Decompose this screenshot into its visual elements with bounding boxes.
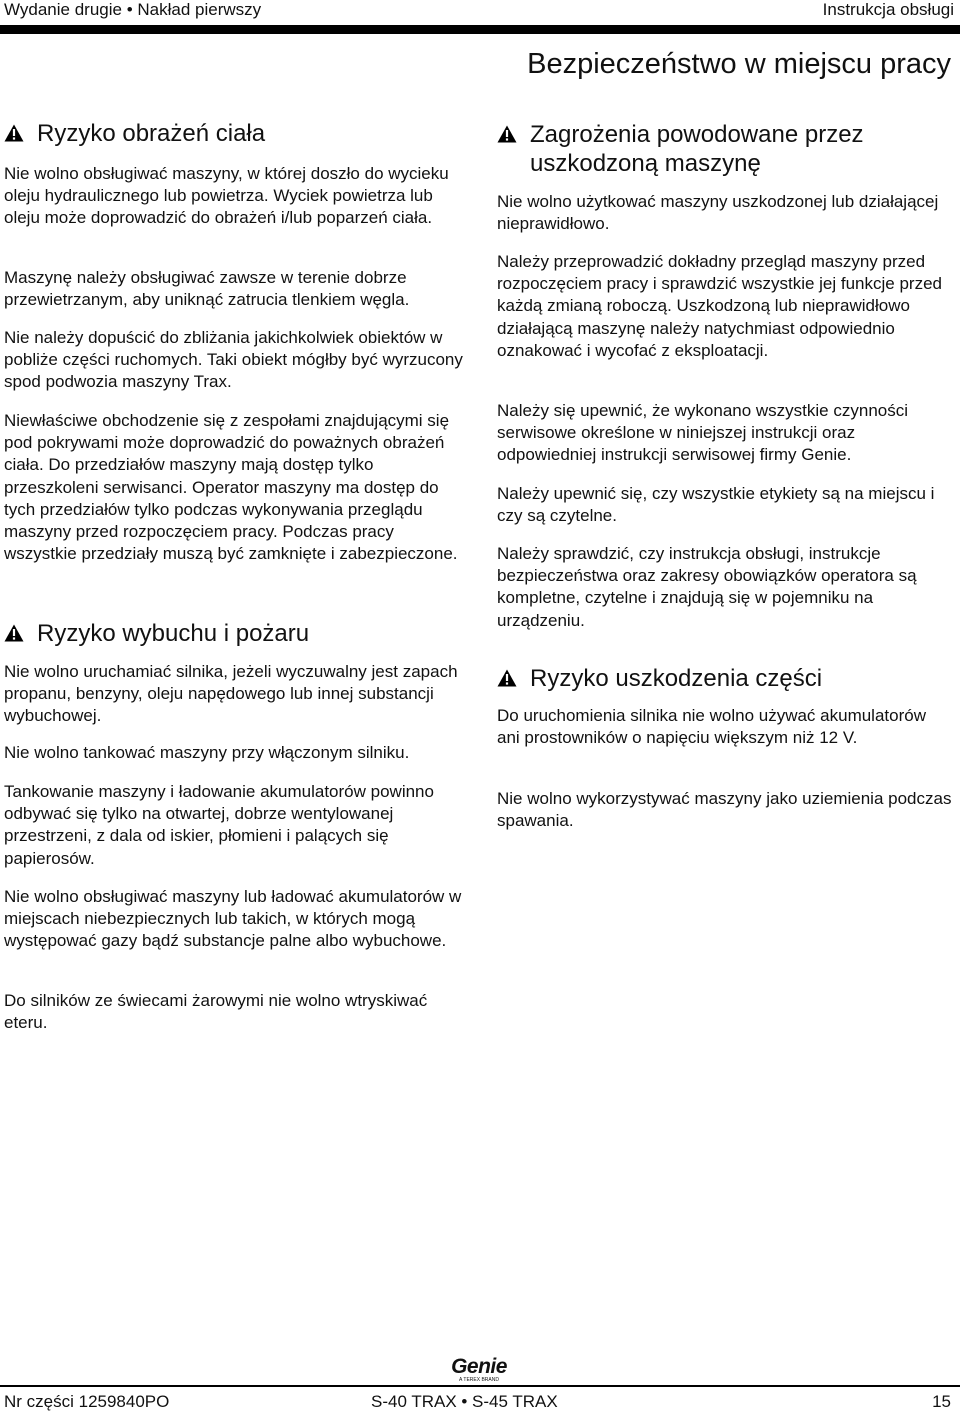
footer-part-number: Nr części 1259840PO (4, 1392, 170, 1411)
genie-logo-wordmark: Genie (451, 1355, 507, 1378)
injury-paragraph: Nie należy dopuścić do zbliżania jakichkolwiek obiektów w pobliże części ruchomych. Taki obiekt mógłby być wyrzucony spod podwozia maszyny Trax. (4, 328, 463, 392)
explosion-paragraph: Nie wolno obsługiwać maszyny lub ładować akumulatorów w miejscach niebezpiecznych lub takich, w których mogą występować gazy bądź substancje palne albo wybuchowe. (4, 887, 462, 951)
injury-paragraph: Maszynę należy obsługiwać zawsze w terenie dobrze przewietrzanym, aby uniknąć zatrucia tlenkiem węgla. (4, 268, 410, 310)
damaged-machine-paragraph: Należy upewnić się, czy wszystkie etykiety są na miejscu i czy są czytelne. (497, 484, 935, 526)
damaged-machine-paragraph: Należy się upewnić, że wykonano wszystkie czynności serwisowe określone w niniejszej instrukcji oraz odpowiedniej instrukcji serwisowej firmy Genie. (497, 401, 909, 465)
component-damage-paragraph: Nie wolno wykorzystywać maszyny jako uziemienia podczas spawania. (497, 789, 952, 831)
damaged-machine-paragraph: Należy sprawdzić, czy instrukcja obsługi, instrukcje bezpieczeństwa oraz zakresy obowiązków operatora są kompletne, czytelne i znajdują się w pojemniku na urządzeniu. (497, 544, 917, 630)
explosion-paragraph: Do silników ze świecami żarowymi nie wolno wtryskiwać eteru. (4, 991, 428, 1033)
explosion-paragraph: Nie wolno uruchamiać silnika, jeżeli wyczuwalny jest zapach propanu, benzyny, oleju napędowego lub innej substancji wybuchowej. (4, 662, 458, 726)
component-damage-title: Ryzyko uszkodzenia części (530, 665, 823, 692)
genie-logo-tagline: A TEREX BRAND (459, 1377, 499, 1383)
warning-triangle-icon (4, 624, 24, 642)
injury-paragraph: Nie wolno obsługiwać maszyny, w której doszło do wycieku oleju hydraulicznego lub powietrza. Wyciek powietrza lub oleju może doprowadzić do obrażeń i/lub poparzeń ciała. (4, 164, 449, 228)
header-rule (0, 25, 960, 34)
damaged-machine-title: Zagrożenia powodowane przez uszkodzoną maszynę (530, 121, 864, 177)
warning-triangle-icon (4, 124, 24, 142)
section-title: Bezpieczeństwo w miejscu pracy (527, 48, 951, 80)
explosion-paragraph: Tankowanie maszyny i ładowanie akumulatorów powinno odbywać się tylko na otwartej, dobrze wentylowanej przestrzeni, z dala od iskier, płomieni i palących się papierosów. (4, 782, 434, 868)
footer-models: S-40 TRAX • S-45 TRAX (371, 1392, 558, 1411)
warning-triangle-icon (497, 669, 517, 687)
component-damage-paragraph: Do uruchomienia silnika nie wolno używać akumulatorów ani prostowników o napięciu większym niż 12 V. (497, 706, 926, 748)
damaged-machine-paragraph: Należy przeprowadzić dokładny przegląd maszyny przed rozpoczęciem pracy i sprawdzić wszystkie jej funkcje przed każdą zmianą roboczą. Uszkodzoną lub nieprawidłowo działającą maszynę należy natychmiast odpowiednio oznakować i wycofać z eksploatacji. (497, 252, 942, 360)
injury-title: Ryzyko obrażeń ciała (37, 120, 266, 147)
warning-triangle-icon (497, 125, 517, 143)
damaged-machine-paragraph: Nie wolno użytkować maszyny uszkodzonej lub działającej nieprawidłowo. (497, 192, 939, 234)
header-edition: Wydanie drugie • Nakład pierwszy (4, 0, 262, 19)
explosion-title: Ryzyko wybuchu i pożaru (37, 620, 310, 647)
header-manual-type: Instrukcja obsługi (822, 0, 954, 19)
explosion-paragraph: Nie wolno tankować maszyny przy włączonym silniku. (4, 743, 410, 762)
footer-page-number: 15 (932, 1392, 951, 1411)
footer-rule (0, 1385, 960, 1387)
genie-logo (440, 1356, 518, 1384)
injury-paragraph: Niewłaściwe obchodzenie się z zespołami znajdującymi się pod pokrywami może doprowadzić do poważnych obrażeń ciała. Do przedziałów maszyny mają dostęp tylko przeszkoleni serwisanci. Operator maszyny ma dostęp do tych przedziałów tylko podczas wykonywania przeglądu maszyny przed rozpoczęciem pracy. Podczas pracy wszystkie przedziały muszą być zamknięte i zabezpieczone. (4, 411, 458, 564)
